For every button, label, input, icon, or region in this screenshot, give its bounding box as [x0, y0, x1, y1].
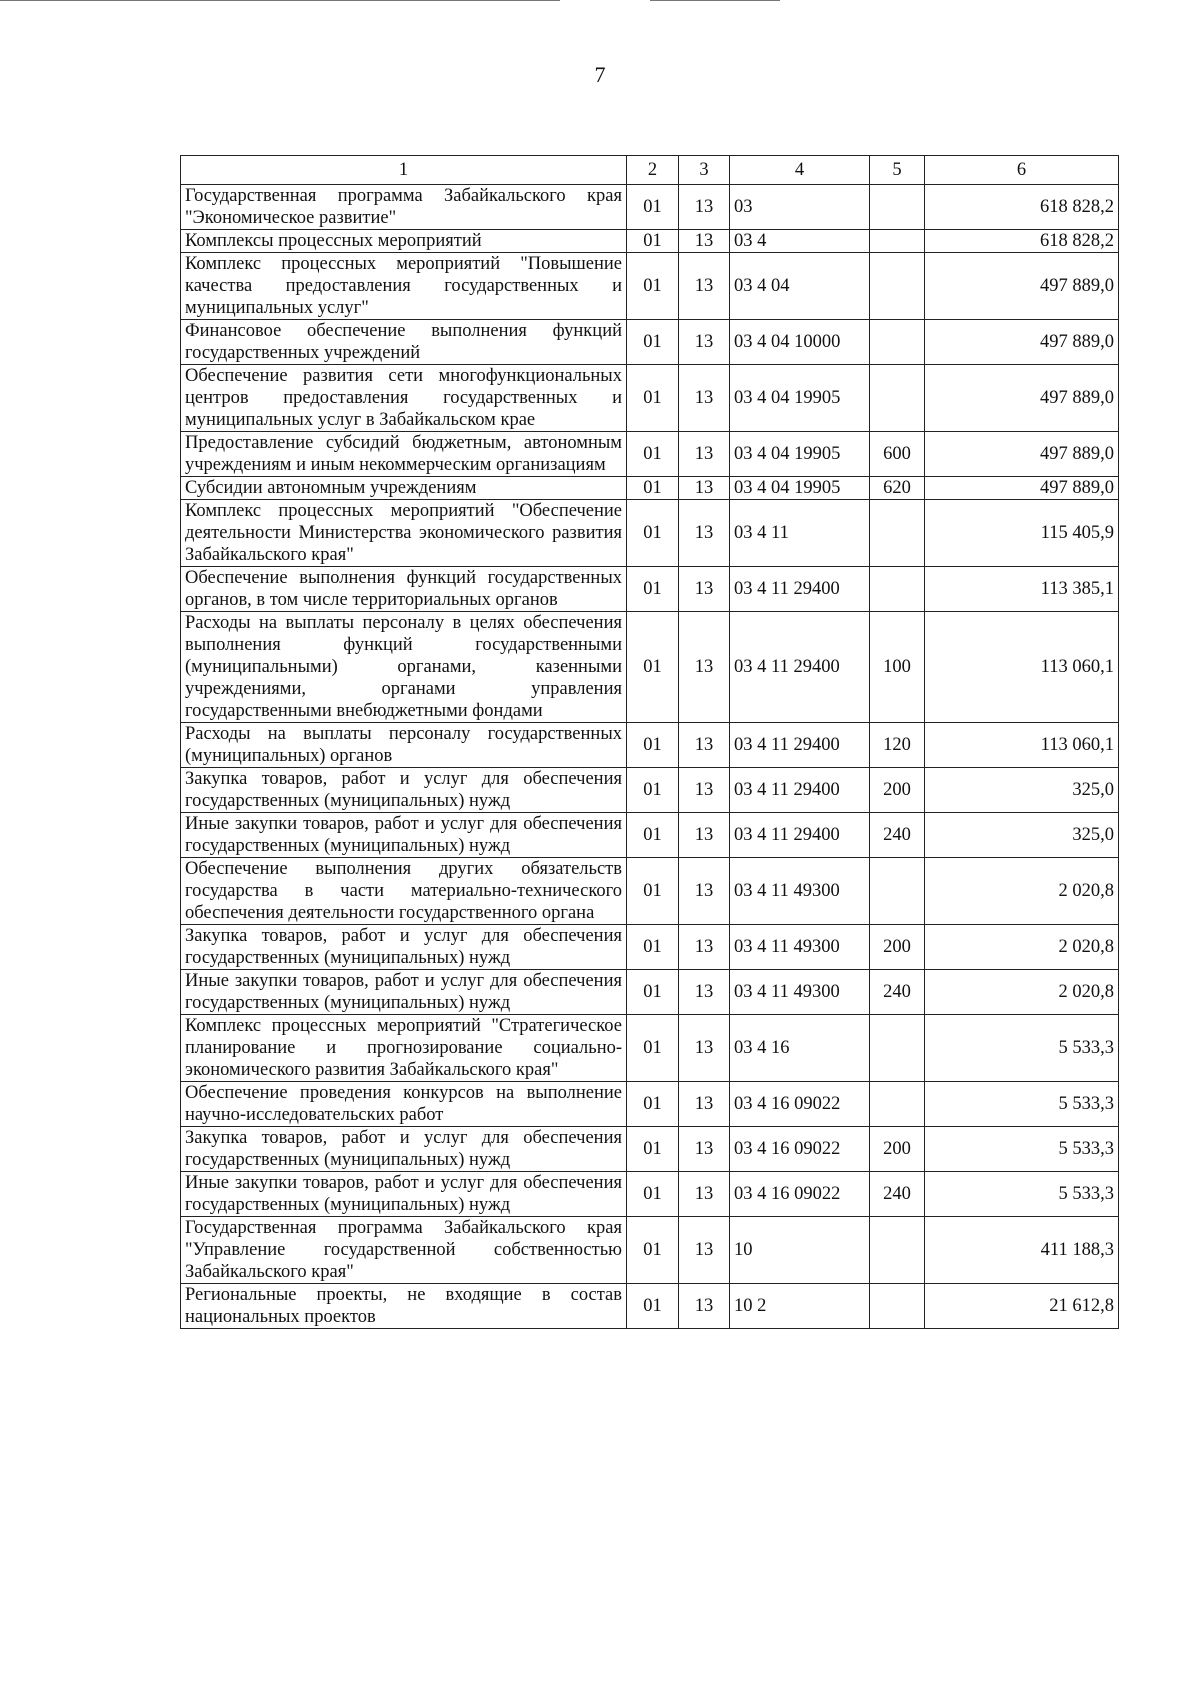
- expense-type-cell: [870, 253, 925, 320]
- amount-cell: 497 889,0: [925, 477, 1119, 500]
- amount-cell: 5 533,3: [925, 1172, 1119, 1217]
- expense-type-cell: 620: [870, 477, 925, 500]
- row-name-cell: Обеспечение выполнения других обязательств государства в части материально-технического обеспечения деятельности государственного органа: [181, 858, 627, 925]
- section-cell: 01: [627, 723, 679, 768]
- subsection-cell: 13: [679, 1284, 730, 1329]
- expense-type-cell: 240: [870, 813, 925, 858]
- subsection-cell: 13: [679, 1127, 730, 1172]
- amount-cell: 5 533,3: [925, 1015, 1119, 1082]
- amount-cell: 325,0: [925, 813, 1119, 858]
- row-name-cell: Субсидии автономным учреждениям: [181, 477, 627, 500]
- subsection-cell: 13: [679, 1082, 730, 1127]
- row-name-cell: Иные закупки товаров, работ и услуг для обеспечения государственных (муниципальных) нужд: [181, 813, 627, 858]
- subsection-cell: 13: [679, 567, 730, 612]
- subsection-cell: 13: [679, 230, 730, 253]
- section-cell: 01: [627, 1015, 679, 1082]
- table-row: [181, 858, 1119, 925]
- section-cell: 01: [627, 1172, 679, 1217]
- target-article-cell: 03 4 11 29400: [730, 612, 870, 723]
- target-article-cell: 03 4 11 49300: [730, 970, 870, 1015]
- row-name-cell: Государственная программа Забайкальского края "Экономическое развитие": [181, 185, 627, 230]
- row-name-cell: Расходы на выплаты персоналу в целях обеспечения выполнения функций государственными (муниципальными) органами, казенными учреждениями, органами управления государственными внебюджетными фондами: [181, 612, 627, 723]
- section-cell: 01: [627, 1127, 679, 1172]
- table-row: [181, 1284, 1119, 1329]
- table-row: [181, 970, 1119, 1015]
- table-row: [181, 477, 1119, 500]
- subsection-cell: 13: [679, 432, 730, 477]
- expense-type-cell: 200: [870, 925, 925, 970]
- section-cell: 01: [627, 970, 679, 1015]
- row-name-cell: Расходы на выплаты персоналу государственных (муниципальных) органов: [181, 723, 627, 768]
- amount-cell: 113 060,1: [925, 612, 1119, 723]
- amount-cell: 113 060,1: [925, 723, 1119, 768]
- table-row: [181, 1015, 1119, 1082]
- table-row: [181, 185, 1119, 230]
- table-row: [181, 230, 1119, 253]
- section-cell: 01: [627, 365, 679, 432]
- row-name-cell: Обеспечение развития сети многофункциональных центров предоставления государственных и муниципальных услуг в Забайкальском крае: [181, 365, 627, 432]
- budget-table: [180, 155, 1119, 1329]
- table-row: [181, 253, 1119, 320]
- subsection-cell: 13: [679, 723, 730, 768]
- target-article-cell: 03 4 04 19905: [730, 365, 870, 432]
- page-number: 7: [594, 62, 606, 87]
- amount-cell: 21 612,8: [925, 1284, 1119, 1329]
- target-article-cell: 03 4 11: [730, 500, 870, 567]
- amount-cell: 2 020,8: [925, 858, 1119, 925]
- expense-type-cell: 240: [870, 1172, 925, 1217]
- table-row: [181, 567, 1119, 612]
- expense-type-cell: 200: [870, 768, 925, 813]
- expense-type-cell: 200: [870, 1127, 925, 1172]
- table-row: [181, 925, 1119, 970]
- table-body: [181, 185, 1119, 1329]
- section-cell: 01: [627, 253, 679, 320]
- subsection-cell: 13: [679, 612, 730, 723]
- row-name-cell: Закупка товаров, работ и услуг для обеспечения государственных (муниципальных) нужд: [181, 925, 627, 970]
- target-article-cell: 03 4 11 29400: [730, 813, 870, 858]
- table-row: [181, 365, 1119, 432]
- amount-cell: 2 020,8: [925, 970, 1119, 1015]
- target-article-cell: 03 4 11 49300: [730, 925, 870, 970]
- target-article-cell: 03 4 11 29400: [730, 567, 870, 612]
- expense-type-cell: [870, 1284, 925, 1329]
- table-row: [181, 813, 1119, 858]
- expense-type-cell: 120: [870, 723, 925, 768]
- scan-top-rule: [650, 0, 780, 1]
- expense-type-cell: [870, 500, 925, 567]
- table-row: [181, 612, 1119, 723]
- column-header: 4: [730, 156, 870, 185]
- table-row: [181, 1172, 1119, 1217]
- section-cell: 01: [627, 858, 679, 925]
- target-article-cell: 03 4 16: [730, 1015, 870, 1082]
- target-article-cell: 03 4 16 09022: [730, 1127, 870, 1172]
- target-article-cell: 03 4 11 29400: [730, 768, 870, 813]
- amount-cell: 497 889,0: [925, 253, 1119, 320]
- subsection-cell: 13: [679, 320, 730, 365]
- column-header: 2: [627, 156, 679, 185]
- subsection-cell: 13: [679, 1015, 730, 1082]
- row-name-cell: Закупка товаров, работ и услуг для обеспечения государственных (муниципальных) нужд: [181, 1127, 627, 1172]
- amount-cell: 618 828,2: [925, 185, 1119, 230]
- target-article-cell: 03 4 16 09022: [730, 1172, 870, 1217]
- amount-cell: 113 385,1: [925, 567, 1119, 612]
- expense-type-cell: [870, 1217, 925, 1284]
- row-name-cell: Государственная программа Забайкальского края "Управление государственной собственностью Забайкальского края": [181, 1217, 627, 1284]
- expense-type-cell: [870, 567, 925, 612]
- amount-cell: 325,0: [925, 768, 1119, 813]
- amount-cell: 618 828,2: [925, 230, 1119, 253]
- table-header-row: [181, 156, 1119, 185]
- column-header: 3: [679, 156, 730, 185]
- section-cell: 01: [627, 567, 679, 612]
- row-name-cell: Комплекс процессных мероприятий "Повышение качества предоставления государственных и муниципальных услуг": [181, 253, 627, 320]
- amount-cell: 411 188,3: [925, 1217, 1119, 1284]
- target-article-cell: 03 4 04 10000: [730, 320, 870, 365]
- row-name-cell: Закупка товаров, работ и услуг для обеспечения государственных (муниципальных) нужд: [181, 768, 627, 813]
- section-cell: 01: [627, 230, 679, 253]
- section-cell: 01: [627, 925, 679, 970]
- row-name-cell: Иные закупки товаров, работ и услуг для обеспечения государственных (муниципальных) нужд: [181, 1172, 627, 1217]
- target-article-cell: 03 4: [730, 230, 870, 253]
- section-cell: 01: [627, 1284, 679, 1329]
- row-name-cell: Обеспечение выполнения функций государственных органов, в том числе территориальных органов: [181, 567, 627, 612]
- table-row: [181, 1082, 1119, 1127]
- target-article-cell: 03 4 11 29400: [730, 723, 870, 768]
- section-cell: 01: [627, 432, 679, 477]
- subsection-cell: 13: [679, 813, 730, 858]
- expense-type-cell: [870, 365, 925, 432]
- target-article-cell: 03 4 16 09022: [730, 1082, 870, 1127]
- amount-cell: 497 889,0: [925, 365, 1119, 432]
- expense-type-cell: 100: [870, 612, 925, 723]
- section-cell: 01: [627, 320, 679, 365]
- column-header: 6: [925, 156, 1119, 185]
- section-cell: 01: [627, 813, 679, 858]
- target-article-cell: 10 2: [730, 1284, 870, 1329]
- expense-type-cell: 600: [870, 432, 925, 477]
- row-name-cell: Региональные проекты, не входящие в состав национальных проектов: [181, 1284, 627, 1329]
- row-name-cell: Иные закупки товаров, работ и услуг для обеспечения государственных (муниципальных) нужд: [181, 970, 627, 1015]
- section-cell: 01: [627, 1217, 679, 1284]
- section-cell: 01: [627, 500, 679, 567]
- amount-cell: 2 020,8: [925, 925, 1119, 970]
- amount-cell: 5 533,3: [925, 1082, 1119, 1127]
- expense-type-cell: 240: [870, 970, 925, 1015]
- column-header: 1: [181, 156, 627, 185]
- row-name-cell: Финансовое обеспечение выполнения функций государственных учреждений: [181, 320, 627, 365]
- expense-type-cell: [870, 858, 925, 925]
- subsection-cell: 13: [679, 768, 730, 813]
- subsection-cell: 13: [679, 925, 730, 970]
- table-row: [181, 768, 1119, 813]
- target-article-cell: 03 4 11 49300: [730, 858, 870, 925]
- table-row: [181, 320, 1119, 365]
- row-name-cell: Комплекс процессных мероприятий "Стратегическое планирование и прогнозирование социально-экономического развития Забайкальского края": [181, 1015, 627, 1082]
- subsection-cell: 13: [679, 1172, 730, 1217]
- expense-type-cell: [870, 320, 925, 365]
- row-name-cell: Предоставление субсидий бюджетным, автономным учреждениям и иным некоммерческим организациям: [181, 432, 627, 477]
- row-name-cell: Обеспечение проведения конкурсов на выполнение научно-исследовательских работ: [181, 1082, 627, 1127]
- subsection-cell: 13: [679, 253, 730, 320]
- amount-cell: 497 889,0: [925, 320, 1119, 365]
- subsection-cell: 13: [679, 970, 730, 1015]
- amount-cell: 115 405,9: [925, 500, 1119, 567]
- subsection-cell: 13: [679, 185, 730, 230]
- section-cell: 01: [627, 185, 679, 230]
- expense-type-cell: [870, 185, 925, 230]
- target-article-cell: 10: [730, 1217, 870, 1284]
- subsection-cell: 13: [679, 858, 730, 925]
- expense-type-cell: [870, 230, 925, 253]
- scan-top-rule: [0, 0, 560, 1]
- table-row: [181, 1217, 1119, 1284]
- section-cell: 01: [627, 612, 679, 723]
- section-cell: 01: [627, 477, 679, 500]
- subsection-cell: 13: [679, 477, 730, 500]
- subsection-cell: 13: [679, 1217, 730, 1284]
- row-name-cell: Комплексы процессных мероприятий: [181, 230, 627, 253]
- table-row: [181, 500, 1119, 567]
- column-header: 5: [870, 156, 925, 185]
- target-article-cell: 03 4 04 19905: [730, 477, 870, 500]
- expense-type-cell: [870, 1082, 925, 1127]
- subsection-cell: 13: [679, 500, 730, 567]
- target-article-cell: 03: [730, 185, 870, 230]
- target-article-cell: 03 4 04 19905: [730, 432, 870, 477]
- row-name-cell: Комплекс процессных мероприятий "Обеспечение деятельности Министерства экономического развития Забайкальского края": [181, 500, 627, 567]
- table-row: [181, 723, 1119, 768]
- table-row: [181, 432, 1119, 477]
- amount-cell: 497 889,0: [925, 432, 1119, 477]
- table-row: [181, 1127, 1119, 1172]
- expense-type-cell: [870, 1015, 925, 1082]
- subsection-cell: 13: [679, 365, 730, 432]
- section-cell: 01: [627, 768, 679, 813]
- amount-cell: 5 533,3: [925, 1127, 1119, 1172]
- target-article-cell: 03 4 04: [730, 253, 870, 320]
- section-cell: 01: [627, 1082, 679, 1127]
